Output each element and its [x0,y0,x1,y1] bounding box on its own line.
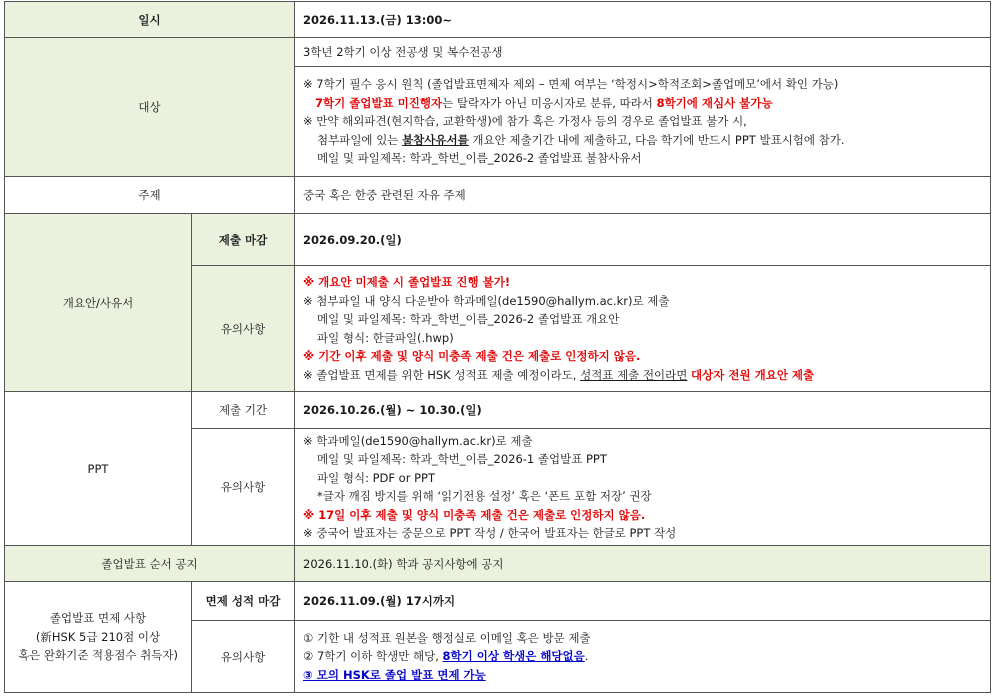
order-row [5,546,991,582]
ppt-note-3: 파일 형식: PDF or PPT [317,470,435,485]
order-label: 졸업발표 순서 공지 [5,546,295,582]
schedule-row [5,2,991,38]
outline-note-3: 메일 및 파일제목: 학과_학번_이름_2026-2 졸업발표 개요안 [317,312,620,326]
ppt-period-label: 제출 기간 [192,392,295,429]
outline-notes-label: 유의사항 [192,266,295,392]
exemption-note-2-dot: . [584,649,589,664]
target-note-2b-post: 개요안 제출기간 내에 제출하고, 다음 학기에 반드시 PPT 발표시험에 참가. [468,132,845,147]
ppt-note-2: 메일 및 파일제목: 학과_학번_이름_2026-1 졸업발표 PPT [317,452,607,466]
outline-note-2: ※ 첨부파일 내 양식 다운받아 학과메일(de1590@hallym.ac.kr)로 제출 [303,293,670,308]
exemption-label-1: 졸업발표 면제 사항 [49,611,147,626]
ppt-label: PPT [5,392,192,546]
target-note-2b [303,131,982,150]
schedule-value: 2026.11.13.(금) 13:00~ [295,2,991,38]
ppt-notes-label: 유의사항 [192,429,295,546]
exemption-label-3: 혹은 완화기준 적용점수 취득자) [18,648,178,663]
exemption-deadline-value: 2026.11.09.(월) 17시까지 [295,582,991,621]
exemption-label-2: (新HSK 5급 210점 이상 [35,629,161,644]
exemption-deadline-row [5,582,991,621]
target-note-2b-bold: 불참사유서를 [402,132,469,147]
ppt-period-row [5,392,991,429]
ppt-period-value: 2026.10.26.(월) ~ 10.30.(일) [295,392,991,429]
target-note-1a: ※ 7학기 필수 응시 원칙 (졸업발표면제자 제외 – 면제 여부는 ‘학정시>학적조회>졸업메모’에서 확인 가능) [303,77,839,92]
exemption-note-2-blue: 8학기 이상 학생은 해당없음 [442,649,585,664]
ppt-note-4: *글자 깨짐 방지를 위해 ‘읽기전용 설정’ 혹은 ‘폰트 포함 저장’ 권장 [317,489,652,503]
ppt-notes [295,429,991,546]
outline-notes [295,266,991,392]
target-note-1b-red2: 8학기에 재심사 불가능 [656,95,773,110]
outline-note-5: ※ 기간 이후 제출 및 양식 미충족 제출 건은 제출로 인정하지 않음. [303,349,641,363]
outline-note-6u: 성적표 제출 전이라면 [580,367,688,382]
target-note-2c: 메일 및 파일제목: 학과_학번_이름_2026-2 졸업발표 불참사유서 [317,151,642,166]
exemption-notes [295,621,991,693]
target-note-2b-pre: 첨부파일에 있는 [317,132,403,147]
outline-label: 개요안/사유서 [5,214,192,392]
target-summary-row [5,38,991,67]
exemption-note-2a: ② 7학기 이하 학생만 해당, [303,649,443,664]
outline-deadline-row [5,214,991,266]
topic-label: 주제 [5,177,295,214]
outline-deadline-value: 2026.09.20.(일) [295,214,991,266]
target-summary: 3학년 2학기 이상 전공생 및 복수전공생 [295,38,991,67]
outline-note-6a: ※ 졸업발표 면제를 위한 HSK 성적표 제출 예정이라도, [303,367,581,382]
topic-row [5,177,991,214]
target-note-1b-mid: 는 탈락자가 아닌 미응시자로 분류, 따라서 [442,95,657,110]
order-value: 2026.11.10.(화) 학과 공지사항에 공지 [295,546,991,582]
exemption-note-2 [303,647,982,666]
outline-note-4: 파일 형식: 한글파일(.hwp) [317,330,454,345]
target-note-2a: ※ 만약 해외파견(현지학습, 교환학생)에 참가 혹은 가정사 등의 경우로 졸업발표 불가 시, [303,114,747,129]
graduation-presentation-table [4,1,991,693]
target-note-1b-red1: 7학기 졸업발표 미진행자 [315,95,443,110]
outline-deadline-label: 제출 마감 [192,214,295,266]
schedule-label: 일시 [5,2,295,38]
ppt-note-6: ※ 중국어 발표자는 중문으로 PPT 작성 / 한국어 발표자는 한글로 PPT 작성 [303,526,677,540]
exemption-label [5,582,192,693]
exemption-notes-label: 유의사항 [192,621,295,693]
target-label: 대상 [5,38,295,177]
target-notes [295,67,991,177]
target-note-1b [303,94,982,113]
outline-note-6 [303,366,982,385]
ppt-note-5: ※ 17일 이후 제출 및 양식 미충족 제출 건은 제출로 인정하지 않음. [303,507,646,522]
ppt-note-1: ※ 학과메일(de1590@hallym.ac.kr)로 제출 [303,433,533,448]
outline-note-6red: 대상자 전원 개요안 제출 [691,367,815,382]
topic-value: 중국 혹은 한중 관련된 자유 주제 [295,177,991,214]
outline-note-1: ※ 개요안 미제출 시 졸업발표 진행 불가! [303,275,511,289]
exemption-note-3: ③ 모의 HSK로 졸업 발표 면제 가능 [303,667,486,682]
exemption-note-1: ① 기한 내 성적표 원본을 행정실로 이메일 혹은 방문 제출 [303,630,591,645]
exemption-deadline-label: 면제 성적 마감 [192,582,295,621]
